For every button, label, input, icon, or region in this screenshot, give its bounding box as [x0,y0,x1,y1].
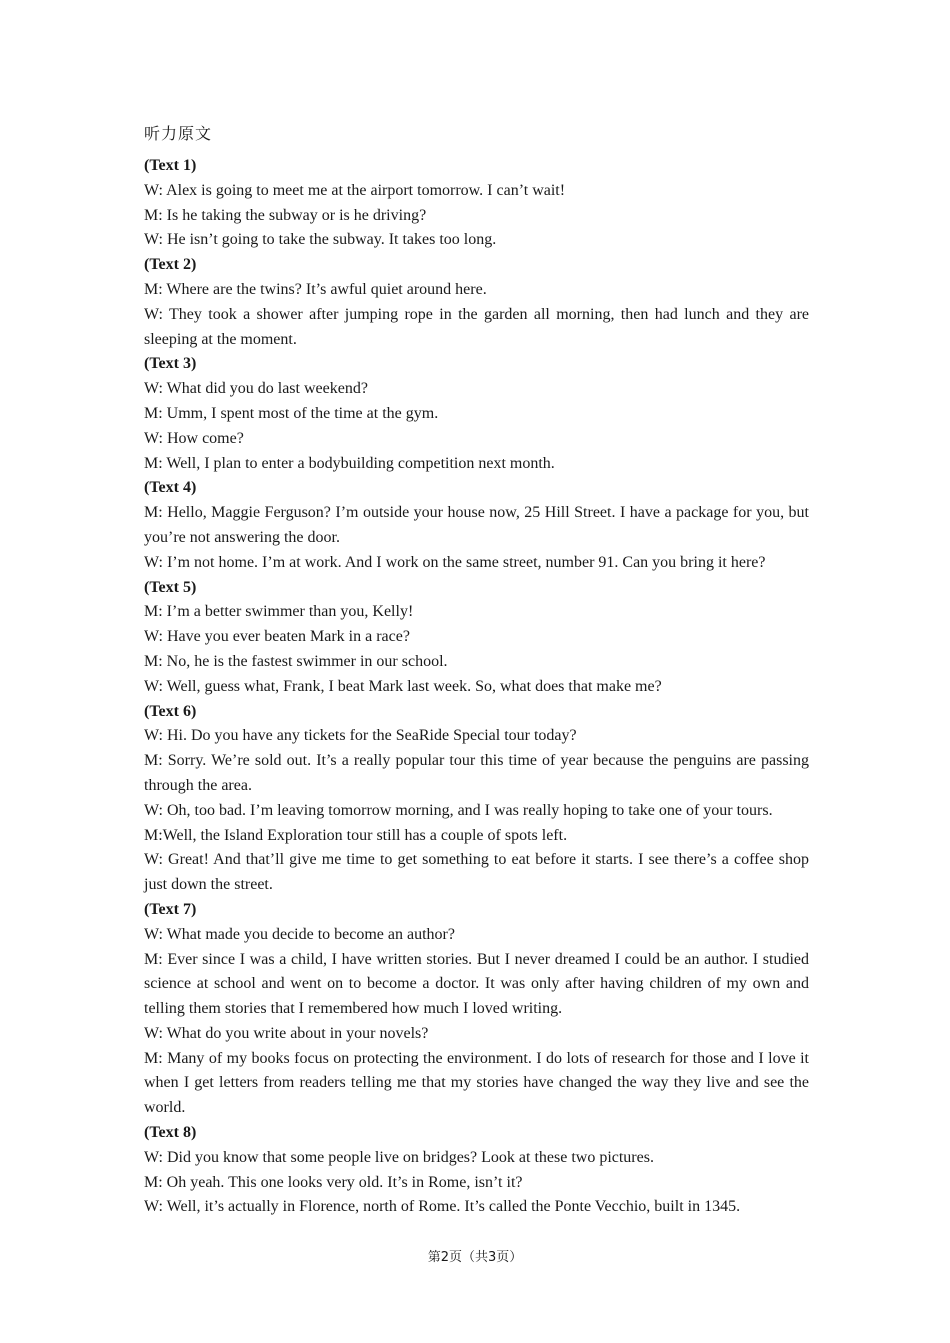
dialogue-line: M: Oh yeah. This one looks very old. It’s in Rome, isn’t it? [144,1173,523,1191]
dialogue-line: W: He isn’t going to take the subway. It takes too long. [144,231,497,249]
section-heading: (Text 5) [144,578,197,596]
section-text-8 [144,1121,809,1220]
section-text-2 [144,253,809,352]
dialogue-line: W: I’m not home. I’m at work. And I work on the same street, number 91. Can you bring it here? [144,553,766,571]
section-heading: (Text 2) [144,256,197,274]
dialogue-line: M: No, he is the fastest swimmer in our school. [144,652,448,670]
dialogue-line: M: Hello, Maggie Ferguson? I’m outside your house now, 25 Hill Street. I have a package for you, but you’re not answering the door. [144,504,809,546]
dialogue-line: M: Many of my books focus on protecting the environment. I do lots of research for those and I love it when I get letters from readers telling me that my stories have changed the way they live and see the world. [144,1049,809,1117]
dialogue-line: M: I’m a better swimmer than you, Kelly! [144,603,414,621]
dialogue-line: M:Well, the Island Exploration tour still has a couple of spots left. [144,826,568,844]
dialogue-line: W: Did you know that some people live on bridges? Look at these two pictures. [144,1148,654,1166]
dialogue-line: M: Is he taking the subway or is he driving? [144,206,427,224]
section-text-6 [144,700,809,898]
dialogue-line: W: Have you ever beaten Mark in a race? [144,628,410,646]
dialogue-line: M: Where are the twins? It’s awful quiet around here. [144,280,487,298]
document-title: 听力原文 [144,124,213,143]
dialogue-line: W: What do you write about in your novels? [144,1024,429,1042]
section-text-7 [144,898,809,1121]
dialogue-line: M: Umm, I spent most of the time at the gym. [144,404,439,422]
dialogue-line: W: Well, guess what, Frank, I beat Mark last week. So, what does that make me? [144,677,662,695]
section-text-1 [144,154,809,253]
section-heading: (Text 4) [144,479,197,497]
dialogue-line: W: Great! And that’ll give me time to get something to eat before it starts. I see there’s a coffee shop just down the street. [144,851,809,894]
page-number-footer: 第2页（共3页） [427,1250,523,1265]
section-heading: (Text 6) [144,702,197,720]
document-body [144,122,809,1220]
dialogue-line: W: What did you do last weekend? [144,380,368,398]
section-heading: (Text 7) [144,900,197,918]
dialogue-line: W: Well, it’s actually in Florence, north of Rome. It’s called the Ponte Vecchio, built in 1345. [144,1198,741,1216]
dialogue-line: W: What made you decide to become an author? [144,925,455,943]
section-heading: (Text 8) [144,1124,197,1142]
dialogue-line: W: How come? [144,429,244,447]
dialogue-line: M: Well, I plan to enter a bodybuilding competition next month. [144,454,555,472]
section-text-4 [144,476,809,575]
dialogue-line: W: Oh, too bad. I’m leaving tomorrow morning, and I was really hoping to take one of your tours. [144,801,773,819]
dialogue-line: W: Alex is going to meet me at the airport tomorrow. I can’t wait! [144,181,566,199]
dialogue-line: W: They took a shower after jumping rope in the garden all morning, then had lunch and they are sleeping at the moment. [144,305,809,348]
section-text-3 [144,352,809,476]
section-heading: (Text 1) [144,157,197,174]
dialogue-line: M: Ever since I was a child, I have written stories. But I never dreamed I could be an author. I studied science at school and went on to become a doctor. It was only after having children of my own and telling them stories that I remembered how much I loved writing. [144,950,809,1018]
section-heading: (Text 3) [144,355,197,373]
section-text-5 [144,576,809,700]
dialogue-line: M: Sorry. We’re sold out. It’s a really popular tour this time of year because the penguins are passing through the area. [144,752,809,794]
dialogue-line: W: Hi. Do you have any tickets for the SeaRide Special tour today? [144,727,577,745]
